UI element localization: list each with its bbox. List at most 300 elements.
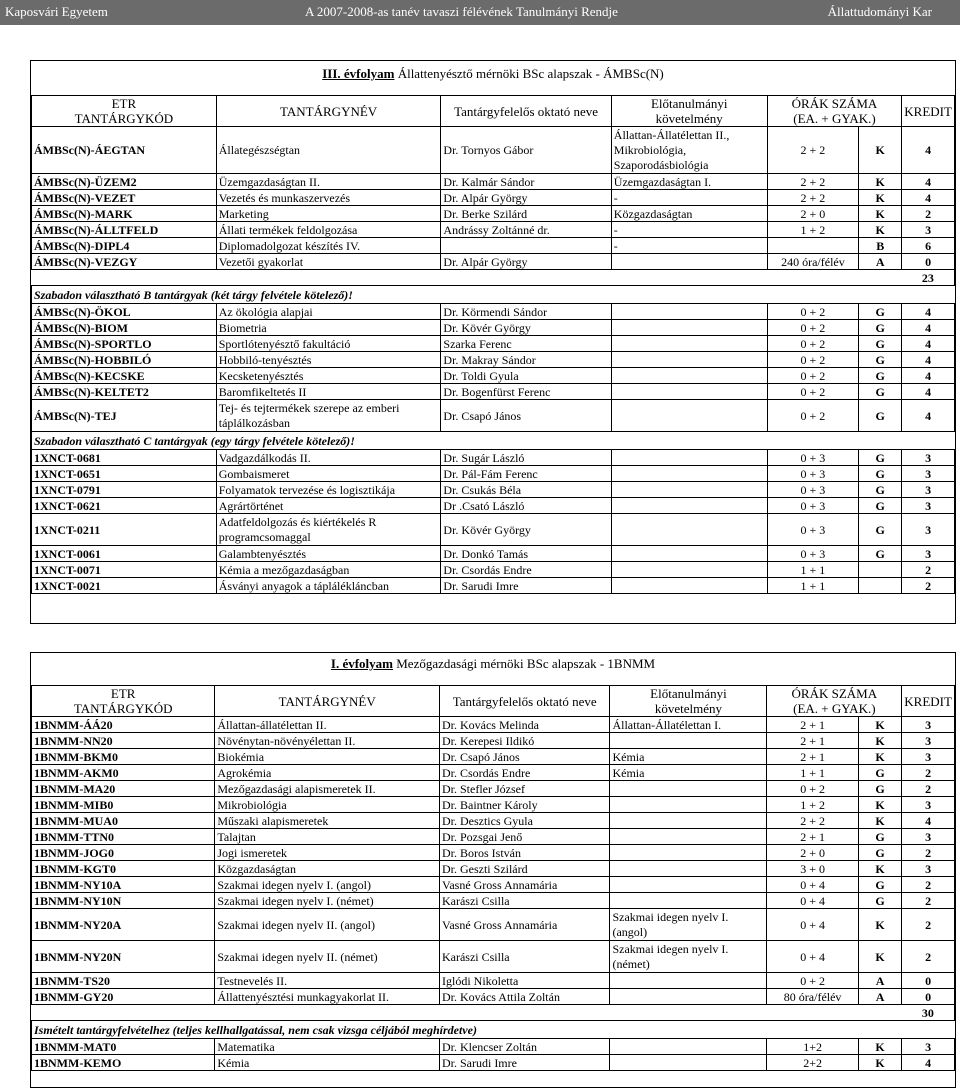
course-hours: 0 + 2 bbox=[767, 336, 859, 352]
course-teacher: Dr. Boros István bbox=[439, 845, 609, 861]
course-exam-type: B bbox=[859, 238, 902, 254]
table-row bbox=[32, 514, 955, 546]
table-row bbox=[32, 749, 955, 765]
course-exam-type: K bbox=[858, 861, 901, 877]
course-code: ÁMBSc(N)-ÁLLTFELD bbox=[32, 222, 217, 238]
course-teacher: Karászi Csilla bbox=[439, 893, 609, 909]
course-prerequisite bbox=[610, 1055, 767, 1071]
course-hours: 80 óra/félév bbox=[767, 989, 858, 1005]
table-row bbox=[32, 717, 955, 733]
course-teacher: Dr. Sugár László bbox=[441, 450, 611, 466]
course-hours: 0 + 2 bbox=[767, 368, 859, 384]
table-row bbox=[32, 765, 955, 781]
course-exam-type: K bbox=[858, 717, 901, 733]
course-credit: 3 bbox=[902, 717, 955, 733]
course-credit: 3 bbox=[902, 466, 955, 482]
course-name: Kémia a mezőgazdaságban bbox=[216, 562, 441, 578]
course-hours: 1 + 1 bbox=[767, 578, 859, 594]
course-code: ÁMBSc(N)-KELTET2 bbox=[32, 384, 217, 400]
course-hours: 1 + 2 bbox=[767, 797, 858, 813]
course-credit: 4 bbox=[902, 400, 955, 432]
course-teacher: Dr. Csukás Béla bbox=[441, 482, 611, 498]
course-name: Galambtenyésztés bbox=[216, 546, 441, 562]
course-code: 1BNMM-NY10A bbox=[32, 877, 215, 893]
course-teacher: Dr. Körmendi Sándor bbox=[441, 304, 611, 320]
course-code: 1XNCT-0021 bbox=[32, 578, 217, 594]
course-prerequisite bbox=[611, 320, 767, 336]
course-credit: 0 bbox=[902, 254, 955, 270]
table-row bbox=[32, 813, 955, 829]
course-hours: 0 + 2 bbox=[767, 304, 859, 320]
course-teacher: Vasné Gross Annamária bbox=[439, 909, 609, 941]
course-credit: 0 bbox=[902, 989, 955, 1005]
table-row bbox=[32, 482, 955, 498]
course-name: Mikrobiológia bbox=[215, 797, 440, 813]
course-name: Szakmai idegen nyelv II. (angol) bbox=[215, 909, 440, 941]
course-prerequisite bbox=[610, 733, 767, 749]
course-teacher: Dr. Berke Szilárd bbox=[441, 206, 611, 222]
course-credit: 4 bbox=[902, 384, 955, 400]
course-exam-type: K bbox=[858, 797, 901, 813]
course-table bbox=[31, 95, 955, 594]
course-credit: 2 bbox=[902, 877, 955, 893]
table-row bbox=[32, 797, 955, 813]
course-credit: 4 bbox=[902, 352, 955, 368]
course-credit: 2 bbox=[902, 781, 955, 797]
course-prerequisite: Szakmai idegen nyelv I. (német) bbox=[610, 941, 767, 973]
course-hours: 0 + 3 bbox=[767, 546, 859, 562]
table-row bbox=[32, 909, 955, 941]
course-prerequisite bbox=[611, 384, 767, 400]
course-code: 1BNMM-NN20 bbox=[32, 733, 215, 749]
course-credit: 2 bbox=[902, 578, 955, 594]
header-title: A 2007-2008-as tanév tavaszi félévének Tanulmányi Rendje bbox=[305, 4, 618, 19]
course-name: Kémia bbox=[215, 1055, 440, 1071]
course-teacher: Dr. Alpár György bbox=[441, 254, 611, 270]
course-exam-type: G bbox=[859, 466, 902, 482]
course-teacher: Andrássy Zoltánné dr. bbox=[441, 222, 611, 238]
course-hours: 2 + 0 bbox=[767, 206, 859, 222]
table-row bbox=[32, 578, 955, 594]
course-name: Vezetés és munkaszervezés bbox=[216, 190, 441, 206]
course-prerequisite: Állattan-Állatélettan I. bbox=[610, 717, 767, 733]
course-code: 1BNMM-ÁÁ20 bbox=[32, 717, 215, 733]
table-row bbox=[32, 352, 955, 368]
course-code: 1BNMM-KEMO bbox=[32, 1055, 215, 1071]
course-hours: 240 óra/félév bbox=[767, 254, 859, 270]
table-row bbox=[32, 222, 955, 238]
course-exam-type: G bbox=[859, 482, 902, 498]
course-prerequisite bbox=[611, 352, 767, 368]
course-name: Biokémia bbox=[215, 749, 440, 765]
course-name: Mezőgazdasági alapismeretek II. bbox=[215, 781, 440, 797]
course-teacher: Karászi Csilla bbox=[439, 941, 609, 973]
section-1bnmm bbox=[30, 652, 956, 1088]
course-prerequisite bbox=[610, 781, 767, 797]
table-row bbox=[32, 562, 955, 578]
course-credit: 2 bbox=[902, 765, 955, 781]
section-note: Szabadon választható B tantárgyak (két tárgy felvétele kötelező)! bbox=[32, 286, 955, 304]
course-hours: 0 + 4 bbox=[767, 893, 858, 909]
course-credit: 2 bbox=[902, 909, 955, 941]
course-teacher: Dr. Sarudi Imre bbox=[441, 578, 611, 594]
table-row bbox=[32, 1039, 955, 1055]
course-credit: 2 bbox=[902, 845, 955, 861]
course-code: 1BNMM-AKM0 bbox=[32, 765, 215, 781]
course-teacher: Dr. Bogenfürst Ferenc bbox=[441, 384, 611, 400]
table-row bbox=[32, 781, 955, 797]
table-row bbox=[32, 336, 955, 352]
course-prerequisite: Üzemgazdaságtan I. bbox=[611, 174, 767, 190]
course-exam-type: K bbox=[859, 222, 902, 238]
course-credit: 4 bbox=[902, 190, 955, 206]
course-code: 1BNMM-MAT0 bbox=[32, 1039, 215, 1055]
course-code: 1XNCT-0681 bbox=[32, 450, 217, 466]
course-name: Ásványi anyagok a táplálékláncban bbox=[216, 578, 441, 594]
course-name: Üzemgazdaságtan II. bbox=[216, 174, 441, 190]
course-exam-type: K bbox=[858, 909, 901, 941]
course-prerequisite: - bbox=[611, 222, 767, 238]
course-exam-type: G bbox=[858, 829, 901, 845]
section-note-row bbox=[32, 286, 955, 304]
course-credit: 4 bbox=[902, 127, 955, 174]
course-code: 1XNCT-0621 bbox=[32, 498, 217, 514]
course-name: Adatfeldolgozás és kiértékelés R programcsomaggal bbox=[216, 514, 441, 546]
credit-total-row bbox=[32, 1005, 955, 1021]
course-teacher: Dr. Desztics Gyula bbox=[439, 813, 609, 829]
course-teacher: Vasné Gross Annamária bbox=[439, 877, 609, 893]
course-prerequisite bbox=[610, 845, 767, 861]
course-prerequisite bbox=[611, 562, 767, 578]
course-credit: 3 bbox=[902, 861, 955, 877]
course-hours: 2 + 1 bbox=[767, 733, 858, 749]
course-name: Sportlótenyésztő fakultáció bbox=[216, 336, 441, 352]
header-faculty: Állattudományi Kar bbox=[827, 4, 932, 19]
course-teacher: Dr. Tornyos Gábor bbox=[441, 127, 611, 174]
course-exam-type: K bbox=[858, 1039, 901, 1055]
course-credit: 4 bbox=[902, 368, 955, 384]
course-code: 1BNMM-JOG0 bbox=[32, 845, 215, 861]
course-hours: 2 + 0 bbox=[767, 845, 858, 861]
header-university: Kaposvári Egyetem bbox=[5, 4, 108, 19]
course-code: 1BNMM-NY20A bbox=[32, 909, 215, 941]
course-hours: 0 + 3 bbox=[767, 450, 859, 466]
course-exam-type: K bbox=[858, 813, 901, 829]
course-exam-type: G bbox=[858, 765, 901, 781]
course-code: 1XNCT-0791 bbox=[32, 482, 217, 498]
course-teacher: Dr. Kövér György bbox=[441, 514, 611, 546]
course-name: Marketing bbox=[216, 206, 441, 222]
course-teacher bbox=[441, 238, 611, 254]
course-teacher: Dr. Kövér György bbox=[441, 320, 611, 336]
course-exam-type: K bbox=[858, 941, 901, 973]
course-name: Műszaki alapismeretek bbox=[215, 813, 440, 829]
course-code: ÁMBSc(N)-SPORTLO bbox=[32, 336, 217, 352]
table-row bbox=[32, 127, 955, 174]
course-credit: 2 bbox=[902, 206, 955, 222]
course-hours: 3 + 0 bbox=[767, 861, 858, 877]
course-code: 1BNMM-MIB0 bbox=[32, 797, 215, 813]
section-note-row bbox=[32, 432, 955, 450]
course-code: 1BNMM-TS20 bbox=[32, 973, 215, 989]
course-code: 1BNMM-NY10N bbox=[32, 893, 215, 909]
course-hours: 1 + 1 bbox=[767, 765, 858, 781]
table-row bbox=[32, 450, 955, 466]
course-exam-type: G bbox=[859, 304, 902, 320]
course-exam-type: G bbox=[859, 514, 902, 546]
course-exam-type: G bbox=[859, 498, 902, 514]
course-prerequisite: Közgazdaságtan bbox=[611, 206, 767, 222]
course-teacher: Dr. Stefler József bbox=[439, 781, 609, 797]
course-exam-type: A bbox=[859, 254, 902, 270]
course-code: ÁMBSc(N)-MARK bbox=[32, 206, 217, 222]
credit-total: 23 bbox=[902, 270, 955, 286]
course-prerequisite: Szakmai idegen nyelv I. (angol) bbox=[610, 909, 767, 941]
course-hours: 2 + 2 bbox=[767, 190, 859, 206]
course-name: Testnevelés II. bbox=[215, 973, 440, 989]
table-row bbox=[32, 304, 955, 320]
course-prerequisite: Kémia bbox=[610, 765, 767, 781]
page-header bbox=[0, 0, 960, 25]
course-prerequisite: Kémia bbox=[610, 749, 767, 765]
course-code: 1XNCT-0651 bbox=[32, 466, 217, 482]
course-name: Közgazdaságtan bbox=[215, 861, 440, 877]
course-name: Tej- és tejtermékek szerepe az emberi táplálkozásban bbox=[216, 400, 441, 432]
course-exam-type: G bbox=[858, 845, 901, 861]
table-row bbox=[32, 973, 955, 989]
course-name: Baromfikeltetés II bbox=[216, 384, 441, 400]
course-code: ÁMBSc(N)-HOBBILÓ bbox=[32, 352, 217, 368]
course-name: Talajtan bbox=[215, 829, 440, 845]
course-hours: 1 + 1 bbox=[767, 562, 859, 578]
course-credit: 4 bbox=[902, 336, 955, 352]
course-prerequisite: - bbox=[611, 190, 767, 206]
course-prerequisite bbox=[610, 813, 767, 829]
course-credit: 3 bbox=[902, 733, 955, 749]
table-row bbox=[32, 733, 955, 749]
course-credit: 4 bbox=[902, 304, 955, 320]
table-row bbox=[32, 498, 955, 514]
course-code: 1XNCT-0071 bbox=[32, 562, 217, 578]
course-teacher: Dr. Kalmár Sándor bbox=[441, 174, 611, 190]
course-teacher: Dr. Csordás Endre bbox=[441, 562, 611, 578]
course-exam-type bbox=[859, 578, 902, 594]
table-row bbox=[32, 1055, 955, 1071]
course-name: Növénytan-növényélettan II. bbox=[215, 733, 440, 749]
course-hours: 2+2 bbox=[767, 1055, 858, 1071]
course-exam-type: K bbox=[858, 749, 901, 765]
course-exam-type: G bbox=[859, 320, 902, 336]
course-exam-type: K bbox=[859, 174, 902, 190]
course-name: Folyamatok tervezése és logisztikája bbox=[216, 482, 441, 498]
course-hours: 1+2 bbox=[767, 1039, 858, 1055]
course-prerequisite bbox=[611, 450, 767, 466]
course-credit: 3 bbox=[902, 482, 955, 498]
section-ambsc bbox=[30, 60, 956, 624]
table-row bbox=[32, 845, 955, 861]
course-code: ÁMBSc(N)-KECSKE bbox=[32, 368, 217, 384]
course-prerequisite bbox=[611, 578, 767, 594]
course-name: Állattenyésztési munkagyakorlat II. bbox=[215, 989, 440, 1005]
course-hours: 2 + 1 bbox=[767, 829, 858, 845]
course-prerequisite bbox=[611, 400, 767, 432]
course-hours: 2 + 1 bbox=[767, 749, 858, 765]
course-prerequisite bbox=[610, 893, 767, 909]
course-credit: 3 bbox=[902, 797, 955, 813]
course-credit: 2 bbox=[902, 941, 955, 973]
course-credit: 3 bbox=[902, 450, 955, 466]
credit-total: 30 bbox=[902, 1005, 955, 1021]
table-row bbox=[32, 238, 955, 254]
table-row bbox=[32, 174, 955, 190]
course-code: ÁMBSc(N)-ÖKOL bbox=[32, 304, 217, 320]
course-prerequisite bbox=[610, 797, 767, 813]
table-row bbox=[32, 829, 955, 845]
course-prerequisite bbox=[611, 368, 767, 384]
course-hours: 0 + 4 bbox=[767, 941, 858, 973]
course-teacher: Dr. Csapó János bbox=[439, 749, 609, 765]
course-prerequisite bbox=[611, 514, 767, 546]
course-exam-type: G bbox=[859, 400, 902, 432]
course-prerequisite bbox=[610, 973, 767, 989]
course-name: Jogi ismeretek bbox=[215, 845, 440, 861]
course-exam-type: G bbox=[858, 877, 901, 893]
course-prerequisite: Állattan-Állatélettan II., Mikrobiológia, Szaporodásbiológia bbox=[611, 127, 767, 174]
course-exam-type: G bbox=[859, 368, 902, 384]
course-name: Vadgazdálkodás II. bbox=[216, 450, 441, 466]
course-hours: 2 + 2 bbox=[767, 127, 859, 174]
course-teacher: Iglódi Nikoletta bbox=[439, 973, 609, 989]
course-code: 1BNMM-KGT0 bbox=[32, 861, 215, 877]
course-exam-type: K bbox=[859, 127, 902, 174]
course-prerequisite bbox=[611, 304, 767, 320]
course-prerequisite bbox=[611, 336, 767, 352]
course-exam-type: K bbox=[858, 733, 901, 749]
course-hours: 0 + 3 bbox=[767, 482, 859, 498]
course-name: Szakmai idegen nyelv I. (német) bbox=[215, 893, 440, 909]
course-exam-type: A bbox=[858, 989, 901, 1005]
course-name: Szakmai idegen nyelv I. (angol) bbox=[215, 877, 440, 893]
course-name: Gombaismeret bbox=[216, 466, 441, 482]
course-prerequisite bbox=[610, 829, 767, 845]
table-row bbox=[32, 400, 955, 432]
course-hours: 0 + 2 bbox=[767, 781, 858, 797]
course-teacher: Dr. Pozsgai Jenő bbox=[439, 829, 609, 845]
course-credit: 4 bbox=[902, 320, 955, 336]
course-code: ÁMBSc(N)-DIPL4 bbox=[32, 238, 217, 254]
course-code: 1BNMM-BKM0 bbox=[32, 749, 215, 765]
course-code: ÁMBSc(N)-BIOM bbox=[32, 320, 217, 336]
section-title: III. évfolyam Állattenyésztő mérnöki BSc alapszak - ÁMBSc(N) bbox=[322, 66, 664, 81]
course-teacher: Dr. Baintner Károly bbox=[439, 797, 609, 813]
course-credit: 4 bbox=[902, 813, 955, 829]
section-note: Szabadon választható C tantárgyak (egy tárgy felvétele kötelező)! bbox=[32, 432, 955, 450]
course-name: Állategészségtan bbox=[216, 127, 441, 174]
course-name: Kecsketenyésztés bbox=[216, 368, 441, 384]
course-name: Vezetői gyakorlat bbox=[216, 254, 441, 270]
course-exam-type: K bbox=[859, 206, 902, 222]
course-prerequisite bbox=[610, 877, 767, 893]
course-hours: 0 + 3 bbox=[767, 498, 859, 514]
course-prerequisite: - bbox=[611, 238, 767, 254]
course-prerequisite bbox=[611, 254, 767, 270]
course-code: ÁMBSc(N)-VEZGY bbox=[32, 254, 217, 270]
course-teacher: Dr. Sarudi Imre bbox=[439, 1055, 609, 1071]
course-name: Diplomadolgozat készítés IV. bbox=[216, 238, 441, 254]
course-credit: 3 bbox=[902, 1039, 955, 1055]
course-code: ÁMBSc(N)-ÁEGTAN bbox=[32, 127, 217, 174]
course-teacher: Dr. Csapó János bbox=[441, 400, 611, 432]
course-hours: 1 + 2 bbox=[767, 222, 859, 238]
course-teacher: Dr. Geszti Szilárd bbox=[439, 861, 609, 877]
course-exam-type: K bbox=[858, 1055, 901, 1071]
course-exam-type: G bbox=[859, 450, 902, 466]
table-row bbox=[32, 384, 955, 400]
course-prerequisite bbox=[611, 546, 767, 562]
course-code: ÁMBSc(N)-ÜZEM2 bbox=[32, 174, 217, 190]
table-row bbox=[32, 893, 955, 909]
table-row bbox=[32, 254, 955, 270]
course-code: ÁMBSc(N)-VEZET bbox=[32, 190, 217, 206]
course-hours: 0 + 4 bbox=[767, 909, 858, 941]
course-teacher: Dr. Toldi Gyula bbox=[441, 368, 611, 384]
course-prerequisite bbox=[610, 861, 767, 877]
course-hours: 2 + 2 bbox=[767, 813, 858, 829]
section-title: I. évfolyam Mezőgazdasági mérnöki BSc alapszak - 1BNMM bbox=[330, 656, 656, 671]
course-credit: 6 bbox=[902, 238, 955, 254]
section-note: Ismételt tantárgyfelvételhez (teljes kellhallgatással, nem csak vizsga céljából meghírdetve) bbox=[32, 1021, 955, 1039]
table-row bbox=[32, 466, 955, 482]
course-code: 1XNCT-0211 bbox=[32, 514, 217, 546]
course-hours: 0 + 2 bbox=[767, 400, 859, 432]
course-code: 1BNMM-NY20N bbox=[32, 941, 215, 973]
course-name: Matematika bbox=[215, 1039, 440, 1055]
course-hours: 0 + 2 bbox=[767, 384, 859, 400]
course-code: ÁMBSc(N)-TEJ bbox=[32, 400, 217, 432]
course-teacher: Dr. Csordás Endre bbox=[439, 765, 609, 781]
course-exam-type: G bbox=[859, 546, 902, 562]
credit-total-row bbox=[32, 270, 955, 286]
course-name: Szakmai idegen nyelv II. (német) bbox=[215, 941, 440, 973]
course-teacher: Dr. Klencser Zoltán bbox=[439, 1039, 609, 1055]
course-prerequisite bbox=[610, 989, 767, 1005]
table-row bbox=[32, 368, 955, 384]
course-exam-type: G bbox=[858, 893, 901, 909]
course-exam-type: A bbox=[858, 973, 901, 989]
course-name: Állati termékek feldolgozása bbox=[216, 222, 441, 238]
course-exam-type: G bbox=[859, 384, 902, 400]
course-hours: 0 + 2 bbox=[767, 352, 859, 368]
course-name: Az ökológia alapjai bbox=[216, 304, 441, 320]
course-code: 1XNCT-0061 bbox=[32, 546, 217, 562]
course-exam-type: G bbox=[859, 336, 902, 352]
course-hours: 0 + 2 bbox=[767, 320, 859, 336]
table-row bbox=[32, 206, 955, 222]
table-header: ETR TANTÁRGYKÓD TANTÁRGYNÉV Tantárgyfelelős oktató neve Előtanulmányi követelmény ÓRÁK SZÁMA (EA. + GYAK.) KREDIT bbox=[32, 96, 955, 127]
course-teacher: Dr. Makray Sándor bbox=[441, 352, 611, 368]
course-name: Hobbiló-tenyésztés bbox=[216, 352, 441, 368]
course-exam-type: K bbox=[859, 190, 902, 206]
course-prerequisite bbox=[611, 482, 767, 498]
course-exam-type: G bbox=[858, 781, 901, 797]
table-row bbox=[32, 989, 955, 1005]
course-credit: 3 bbox=[902, 222, 955, 238]
course-name: Agrártörténet bbox=[216, 498, 441, 514]
course-teacher: Dr. Alpár György bbox=[441, 190, 611, 206]
course-teacher: Szarka Ferenc bbox=[441, 336, 611, 352]
course-prerequisite bbox=[610, 1039, 767, 1055]
table-row bbox=[32, 861, 955, 877]
